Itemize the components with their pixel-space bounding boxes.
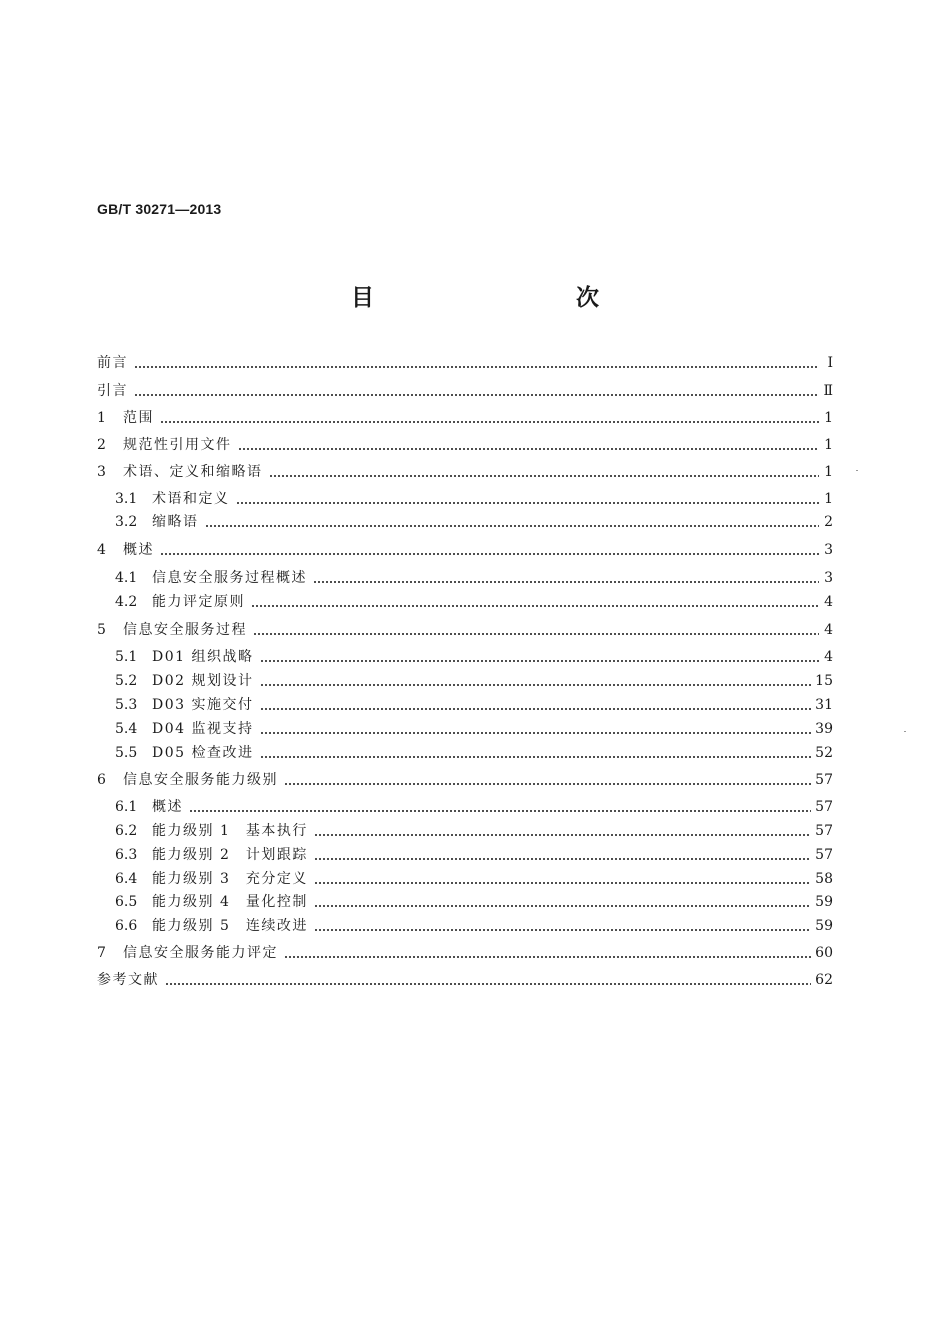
toc-leader-dots <box>260 684 812 686</box>
toc-entry-page: 57 <box>815 823 833 839</box>
toc-entry-number: 3.2 <box>115 514 138 530</box>
toc-entry-page: 57 <box>815 799 833 815</box>
toc-entry-label: 能力评定原则 <box>152 594 245 610</box>
toc-entry-number: 6.5 <box>115 894 138 910</box>
toc-entry-foreword[interactable] <box>97 351 833 373</box>
toc-entry-label: 能力级别 5 连续改进 <box>152 918 308 934</box>
toc-entry-page: 57 <box>815 847 833 863</box>
toc-entry-label: 信息安全服务过程概述 <box>152 570 307 586</box>
toc-entry-number: 3 <box>97 464 106 480</box>
toc-entry-number: 6.6 <box>115 918 138 934</box>
toc-entry-number: 6.3 <box>115 847 138 863</box>
toc-entry-number: 5 <box>97 622 106 638</box>
toc-entry-number: 6 <box>97 772 106 788</box>
toc-entry-4-2[interactable] <box>97 590 833 612</box>
toc-leader-dots <box>269 475 820 477</box>
toc-leader-dots <box>314 882 811 884</box>
toc-leader-dots <box>260 732 812 734</box>
toc-entry-label: 概述 <box>123 542 154 558</box>
toc-entry-label: D02 规划设计 <box>152 673 254 689</box>
toc-entry-label: 能力级别 4 量化控制 <box>152 894 308 910</box>
toc-entry-label: D05 检查改进 <box>152 745 254 761</box>
toc-entry-number: 5.4 <box>115 721 138 737</box>
toc-leader-dots <box>260 756 812 758</box>
toc-entry-page: 62 <box>815 972 833 988</box>
toc-leader-dots <box>236 502 820 504</box>
toc-leader-dots <box>314 905 811 907</box>
toc-leader-dots <box>134 366 819 368</box>
toc-entry-page: 1 <box>824 464 833 480</box>
toc-entry-label: 信息安全服务过程 <box>123 622 247 638</box>
toc-entry-page: 1 <box>824 491 833 507</box>
toc-leader-dots <box>314 929 811 931</box>
toc-entry-3-1[interactable] <box>97 487 833 509</box>
toc-entry-number: 6.2 <box>115 823 138 839</box>
toc-entry-page: 57 <box>815 772 833 788</box>
toc-entry-5-4[interactable] <box>97 717 833 739</box>
toc-entry-page: 3 <box>824 570 833 586</box>
toc-entry-number: 2 <box>97 437 106 453</box>
toc-entry-label: 术语、定义和缩略语 <box>123 464 263 480</box>
toc-entry-page: Ⅰ <box>827 355 833 371</box>
toc-leader-dots <box>284 956 811 958</box>
toc-entry-page: 1 <box>824 437 833 453</box>
toc-leader-dots <box>165 983 811 985</box>
toc-entry-label: 能力级别 2 计划跟踪 <box>152 847 308 863</box>
toc-entry-number: 6.1 <box>115 799 138 815</box>
toc-leader-dots <box>238 448 820 450</box>
toc-entry-5-2[interactable] <box>97 669 833 691</box>
toc-entry-6-5[interactable] <box>97 890 833 912</box>
toc-entry-5-5[interactable] <box>97 741 833 763</box>
toc-entry-label: 信息安全服务能力评定 <box>123 945 278 961</box>
toc-entry-number: 4.1 <box>115 570 138 586</box>
toc-entry-label: 引言 <box>97 383 128 399</box>
toc-entry-number: 5.1 <box>115 649 138 665</box>
toc-entry-page: 1 <box>824 410 833 426</box>
toc-leader-dots <box>251 605 819 607</box>
scan-speck <box>904 731 906 732</box>
toc-leader-dots <box>160 421 819 423</box>
toc-entry-number: 6.4 <box>115 871 138 887</box>
toc-entry-label: 规范性引用文件 <box>123 437 232 453</box>
toc-entry-page: Ⅱ <box>823 383 833 399</box>
toc-entry-6[interactable] <box>97 768 833 790</box>
toc-leader-dots <box>260 708 812 710</box>
toc-entry-3[interactable] <box>97 460 833 482</box>
toc-entry-number: 4 <box>97 542 106 558</box>
toc-entry-bibliography[interactable] <box>97 968 833 990</box>
toc-leader-dots <box>205 525 820 527</box>
toc-entry-4-1[interactable] <box>97 566 833 588</box>
toc-leader-dots <box>314 834 811 836</box>
toc-entry-introduction[interactable] <box>97 379 833 401</box>
toc-entry-label: 能力级别 3 充分定义 <box>152 871 308 887</box>
toc-leader-dots <box>189 810 811 812</box>
toc-entry-label: D03 实施交付 <box>152 697 254 713</box>
toc-entry-5-3[interactable] <box>97 693 833 715</box>
toc-entry-6-6[interactable] <box>97 914 833 936</box>
toc-leader-dots <box>313 581 819 583</box>
toc-entry-label: D01 组织战略 <box>152 649 254 665</box>
toc-entry-page: 59 <box>815 894 833 910</box>
toc-entry-page: 4 <box>824 594 833 610</box>
toc-leader-dots <box>260 660 820 662</box>
toc-entry-number: 5.5 <box>115 745 138 761</box>
toc-leader-dots <box>134 394 819 396</box>
toc-entry-1[interactable] <box>97 406 833 428</box>
page-title: 目 次 <box>351 285 651 311</box>
toc-entry-label: 术语和定义 <box>152 491 230 507</box>
toc-entry-5[interactable] <box>97 618 833 640</box>
toc-entry-page: 2 <box>824 514 833 530</box>
standard-number: GB/T 30271—2013 <box>97 201 222 217</box>
toc-entry-page: 3 <box>824 542 833 558</box>
toc-entry-2[interactable] <box>97 433 833 455</box>
toc-leader-dots <box>314 858 811 860</box>
toc-entry-page: 31 <box>815 697 833 713</box>
toc-entry-number: 7 <box>97 945 106 961</box>
toc-entry-6-2[interactable] <box>97 819 833 841</box>
toc-entry-3-2[interactable] <box>97 510 833 532</box>
toc-entry-7[interactable] <box>97 941 833 963</box>
toc-entry-number: 4.2 <box>115 594 138 610</box>
toc-leader-dots <box>253 633 819 635</box>
toc-entry-6-4[interactable] <box>97 867 833 889</box>
toc-entry-label: 缩略语 <box>152 514 199 530</box>
toc-entry-page: 52 <box>815 745 833 761</box>
scan-speck <box>856 470 858 471</box>
toc-entry-4[interactable] <box>97 538 833 560</box>
toc-entry-label: 能力级别 1 基本执行 <box>152 823 308 839</box>
toc-leader-dots <box>284 783 811 785</box>
toc-entry-page: 15 <box>815 673 833 689</box>
toc-entry-label: D04 监视支持 <box>152 721 254 737</box>
toc-entry-label: 概述 <box>152 799 183 815</box>
toc-entry-page: 60 <box>815 945 833 961</box>
toc-entry-label: 参考文献 <box>97 972 159 988</box>
toc-entry-label: 前言 <box>97 355 128 371</box>
toc-entry-5-1[interactable] <box>97 645 833 667</box>
toc-entry-number: 3.1 <box>115 491 138 507</box>
toc-entry-page: 58 <box>815 871 833 887</box>
toc-entry-page: 4 <box>824 649 833 665</box>
toc-entry-page: 4 <box>824 622 833 638</box>
toc-entry-label: 范围 <box>123 410 154 426</box>
toc-entry-label: 信息安全服务能力级别 <box>123 772 278 788</box>
toc-entry-page: 59 <box>815 918 833 934</box>
toc-entry-6-3[interactable] <box>97 843 833 865</box>
toc-entry-page: 39 <box>815 721 833 737</box>
toc-entry-number: 5.3 <box>115 697 138 713</box>
toc-entry-number: 5.2 <box>115 673 138 689</box>
toc-entry-6-1[interactable] <box>97 795 833 817</box>
toc-entry-number: 1 <box>97 410 106 426</box>
toc-leader-dots <box>160 553 819 555</box>
